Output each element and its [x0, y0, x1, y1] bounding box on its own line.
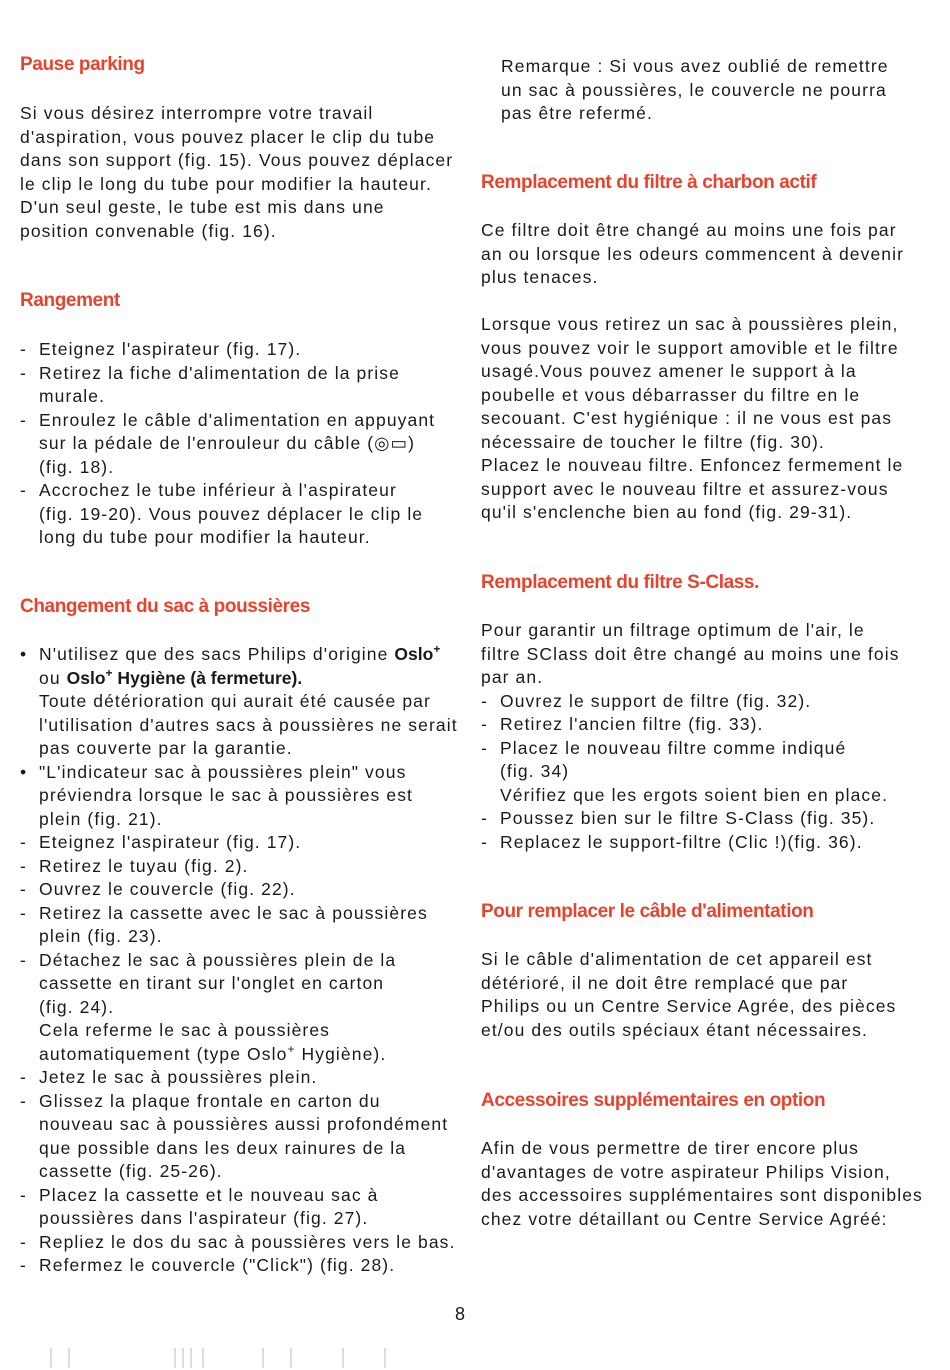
product-name: Oslo	[66, 667, 106, 688]
text-line: Accrochez le tube inférieur à l'aspirateur	[39, 480, 397, 500]
list-marker: -	[20, 832, 27, 852]
text-line: Retirez le tuyau (fig. 2).	[39, 855, 249, 876]
text-line: position convenable (fig. 16).	[20, 220, 277, 241]
list-item	[20, 878, 458, 902]
list-marker: -	[20, 1255, 27, 1275]
print-mark	[290, 1348, 292, 1368]
text-line: Poussez bien sur le filtre S-Class (fig. 35).	[500, 808, 876, 828]
text-line	[39, 643, 458, 667]
list-item	[481, 713, 900, 737]
text-line: d'avantages de votre aspirateur Philips Vision,	[481, 1161, 891, 1182]
list-marker: -	[481, 690, 488, 711]
text-line: plein (fig. 21).	[39, 808, 163, 829]
text-line: Enroulez le câble d'alimentation en appuyant	[39, 409, 436, 430]
list-marker: -	[20, 879, 27, 899]
text-run: automatiquement (type Oslo	[39, 1043, 288, 1064]
list-item	[20, 1231, 458, 1255]
text-line: filtre SClass doit être changé au moins une fois	[481, 643, 900, 664]
text-line: Retirez la fiche d'alimentation de la prise	[39, 362, 400, 383]
text-line: sur la pédale de l'enrouleur du câble (◎▭)	[39, 433, 416, 453]
text-line: dans son support (fig. 15). Vous pouvez déplacer	[20, 150, 454, 170]
list-item	[20, 409, 435, 480]
section-heading-pause-parking: Pause parking	[20, 54, 145, 75]
print-mark	[182, 1348, 184, 1368]
pause-parking-text	[20, 102, 453, 243]
list-marker: -	[20, 855, 27, 876]
text-line: pas couverte par la garantie.	[39, 738, 293, 758]
list-marker: -	[20, 1067, 27, 1087]
text-line: Remarque : Si vous avez oublié de remettre	[501, 56, 889, 76]
list-item	[20, 1066, 458, 1090]
list-marker: -	[20, 362, 27, 383]
print-mark	[384, 1348, 386, 1368]
section-heading-filtre-sclass: Remplacement du filtre S-Class.	[481, 572, 759, 593]
text-line: support avec le nouveau filtre et assurez-vous	[481, 478, 889, 499]
footer-print-marks	[40, 1348, 460, 1370]
text-line	[39, 667, 458, 691]
text-run: Hygiène).	[295, 1043, 387, 1064]
text-line: Placez le nouveau filtre comme indiqué	[500, 737, 847, 758]
remarque-note	[501, 55, 889, 126]
superscript: +	[105, 665, 113, 680]
text-line: préviendra lorsque le sac à poussières est	[39, 785, 414, 805]
list-marker: -	[481, 737, 488, 758]
text-line: cassette en tirant sur l'onglet en carton	[39, 973, 385, 993]
list-marker: -	[20, 1231, 27, 1252]
text-line: nécessaire de toucher le filtre (fig. 30).	[481, 431, 825, 452]
list-marker: -	[481, 808, 488, 828]
text-line: des accessoires supplémentaires sont disponibles	[481, 1185, 923, 1205]
text-line: Ce filtre doit être changé au moins une fois par	[481, 220, 897, 240]
product-name: Hygiène (à fermeture).	[112, 667, 303, 688]
text-line	[39, 1043, 458, 1067]
text-line: cassette (fig. 25-26).	[39, 1161, 223, 1181]
list-marker: -	[20, 1090, 27, 1111]
text-run: N'utilisez que des sacs Philips d'origine	[39, 644, 395, 664]
cable-text	[481, 948, 896, 1042]
text-line: un sac à poussières, le couvercle ne pourra	[501, 79, 887, 100]
print-mark	[50, 1348, 52, 1368]
list-item	[20, 1184, 458, 1231]
text-line: l'utilisation d'autres sacs à poussières ne serait	[39, 714, 458, 735]
filtre-sclass-text	[481, 619, 900, 854]
list-marker: -	[20, 339, 27, 359]
text-line: plein (fig. 23).	[39, 926, 163, 946]
text-line: Repliez le dos du sac à poussières vers le bas.	[39, 1231, 456, 1252]
text-line: nouveau sac à poussières aussi profondément	[39, 1114, 449, 1134]
text-line: secouant. C'est hygiénique : il ne vous est pas	[481, 408, 893, 428]
print-mark	[174, 1348, 176, 1368]
section-heading-changement-sac: Changement du sac à poussières	[20, 596, 310, 617]
list-item	[20, 479, 435, 550]
list-marker: -	[20, 1184, 27, 1205]
text-line: Retirez l'ancien filtre (fig. 33).	[500, 714, 764, 734]
text-line: le clip le long du tube pour modifier la hauteur.	[20, 173, 432, 194]
text-line: Retirez la cassette avec le sac à poussières	[39, 902, 428, 923]
list-item	[481, 807, 900, 831]
text-line: poussières dans l'aspirateur (fig. 27).	[39, 1208, 369, 1228]
text-line: Vérifiez que les ergots soient bien en place.	[500, 784, 889, 805]
print-mark	[262, 1348, 264, 1368]
list-item	[20, 362, 435, 409]
text-line: Toute détérioration qui aurait été causée par	[39, 691, 431, 711]
text-line: D'un seul geste, le tube est mis dans une	[20, 197, 385, 217]
list-marker: •	[20, 644, 28, 664]
list-item	[481, 690, 900, 714]
section-heading-filtre-charbon: Remplacement du filtre à charbon actif	[481, 172, 817, 193]
list-marker: •	[20, 761, 28, 782]
list-marker: -	[481, 714, 488, 734]
text-line: Détachez le sac à poussières plein de la	[39, 949, 397, 970]
text-line: Jetez le sac à poussières plein.	[39, 1067, 318, 1087]
text-line: (fig. 18).	[39, 456, 115, 477]
text-line: et/ou des outils spéciaux étant nécessaires.	[481, 1019, 868, 1040]
print-mark	[342, 1348, 344, 1368]
text-line: Pour garantir un filtrage optimum de l'air, le	[481, 620, 865, 640]
list-item	[481, 831, 900, 855]
text-line: qu'il s'enclenche bien au fond (fig. 29-31).	[481, 502, 853, 522]
list-item	[20, 643, 458, 761]
filtre-charbon-text-1	[481, 219, 904, 290]
text-line: an ou lorsque les odeurs commencent à devenir	[481, 243, 905, 264]
list-item	[20, 902, 458, 949]
text-line: Philips ou un Centre Service Agrée, des pièces	[481, 996, 897, 1016]
print-mark	[190, 1348, 192, 1368]
print-mark	[68, 1348, 70, 1368]
text-line: Glissez la plaque frontale en carton du	[39, 1090, 381, 1111]
text-line: pas être refermé.	[501, 103, 653, 123]
text-line: (fig. 19-20). Vous pouvez déplacer le clip le	[39, 503, 424, 524]
list-item	[20, 1254, 458, 1278]
text-line: (fig. 24).	[39, 996, 115, 1017]
text-line: vous pouvez voir le support amovible et le filtre	[481, 337, 899, 358]
text-line: Lorsque vous retirez un sac à poussières plein,	[481, 314, 899, 334]
print-mark	[202, 1348, 204, 1368]
text-line: Si vous désirez interrompre votre travail	[20, 103, 374, 123]
list-marker: -	[20, 902, 27, 923]
text-line: Replacez le support-filtre (Clic !)(fig. 36).	[500, 831, 863, 852]
text-line: Ouvrez le couvercle (fig. 22).	[39, 879, 296, 899]
text-line: murale.	[39, 386, 106, 406]
superscript: +	[433, 642, 441, 657]
text-line: poubelle et vous débarrasser du filtre en le	[481, 384, 861, 405]
list-item	[481, 737, 900, 808]
list-marker: -	[20, 409, 27, 430]
text-line: détérioré, il ne doit être remplacé que par	[481, 972, 849, 993]
text-line: plus tenaces.	[481, 267, 599, 287]
text-line: par an.	[481, 667, 544, 687]
text-line: d'aspiration, vous pouvez placer le clip du tube	[20, 126, 436, 147]
text-line: usagé.Vous pouvez amener le support à la	[481, 361, 857, 381]
text-run: ou	[39, 667, 67, 688]
text-line: chez votre détaillant ou Centre Service Agréé:	[481, 1208, 888, 1229]
text-line: Si le câble d'alimentation de cet appareil est	[481, 949, 873, 969]
changement-sac-list	[20, 643, 458, 1278]
text-line: Afin de vous permettre de tirer encore plus	[481, 1138, 860, 1158]
list-marker: -	[20, 480, 27, 500]
text-line: Ouvrez le support de filtre (fig. 32).	[500, 690, 812, 711]
text-line: que possible dans les deux rainures de la	[39, 1137, 407, 1158]
text-line: Placez la cassette et le nouveau sac à	[39, 1184, 379, 1205]
text-line: Placez le nouveau filtre. Enfoncez fermement le	[481, 455, 904, 475]
list-marker: -	[20, 949, 27, 970]
list-item	[20, 855, 458, 879]
text-line: Refermez le couvercle ("Click") (fig. 28).	[39, 1255, 396, 1275]
list-item	[20, 761, 458, 832]
section-heading-rangement: Rangement	[20, 290, 120, 311]
accessoires-text	[481, 1137, 923, 1231]
text-line: Eteignez l'aspirateur (fig. 17).	[39, 832, 302, 852]
text-line: Eteignez l'aspirateur (fig. 17).	[39, 339, 302, 359]
page-number: 8	[455, 1304, 466, 1324]
list-marker: -	[481, 831, 488, 852]
text-line: Cela referme le sac à poussières	[39, 1020, 331, 1040]
text-line: "L'indicateur sac à poussières plein" vous	[39, 761, 407, 782]
list-item	[20, 1090, 458, 1184]
superscript: +	[287, 1041, 296, 1056]
list-item	[20, 949, 458, 1067]
list-item	[20, 338, 435, 362]
text-line: long du tube pour modifier la hauteur.	[39, 527, 371, 547]
text-line: (fig. 34)	[500, 761, 570, 781]
product-name: Oslo	[394, 644, 434, 664]
rangement-list	[20, 338, 435, 550]
section-heading-accessoires: Accessoires supplémentaires en option	[481, 1090, 826, 1111]
section-heading-cable: Pour remplacer le câble d'alimentation	[481, 901, 814, 922]
list-item	[20, 831, 458, 855]
filtre-charbon-text-2	[481, 313, 903, 525]
